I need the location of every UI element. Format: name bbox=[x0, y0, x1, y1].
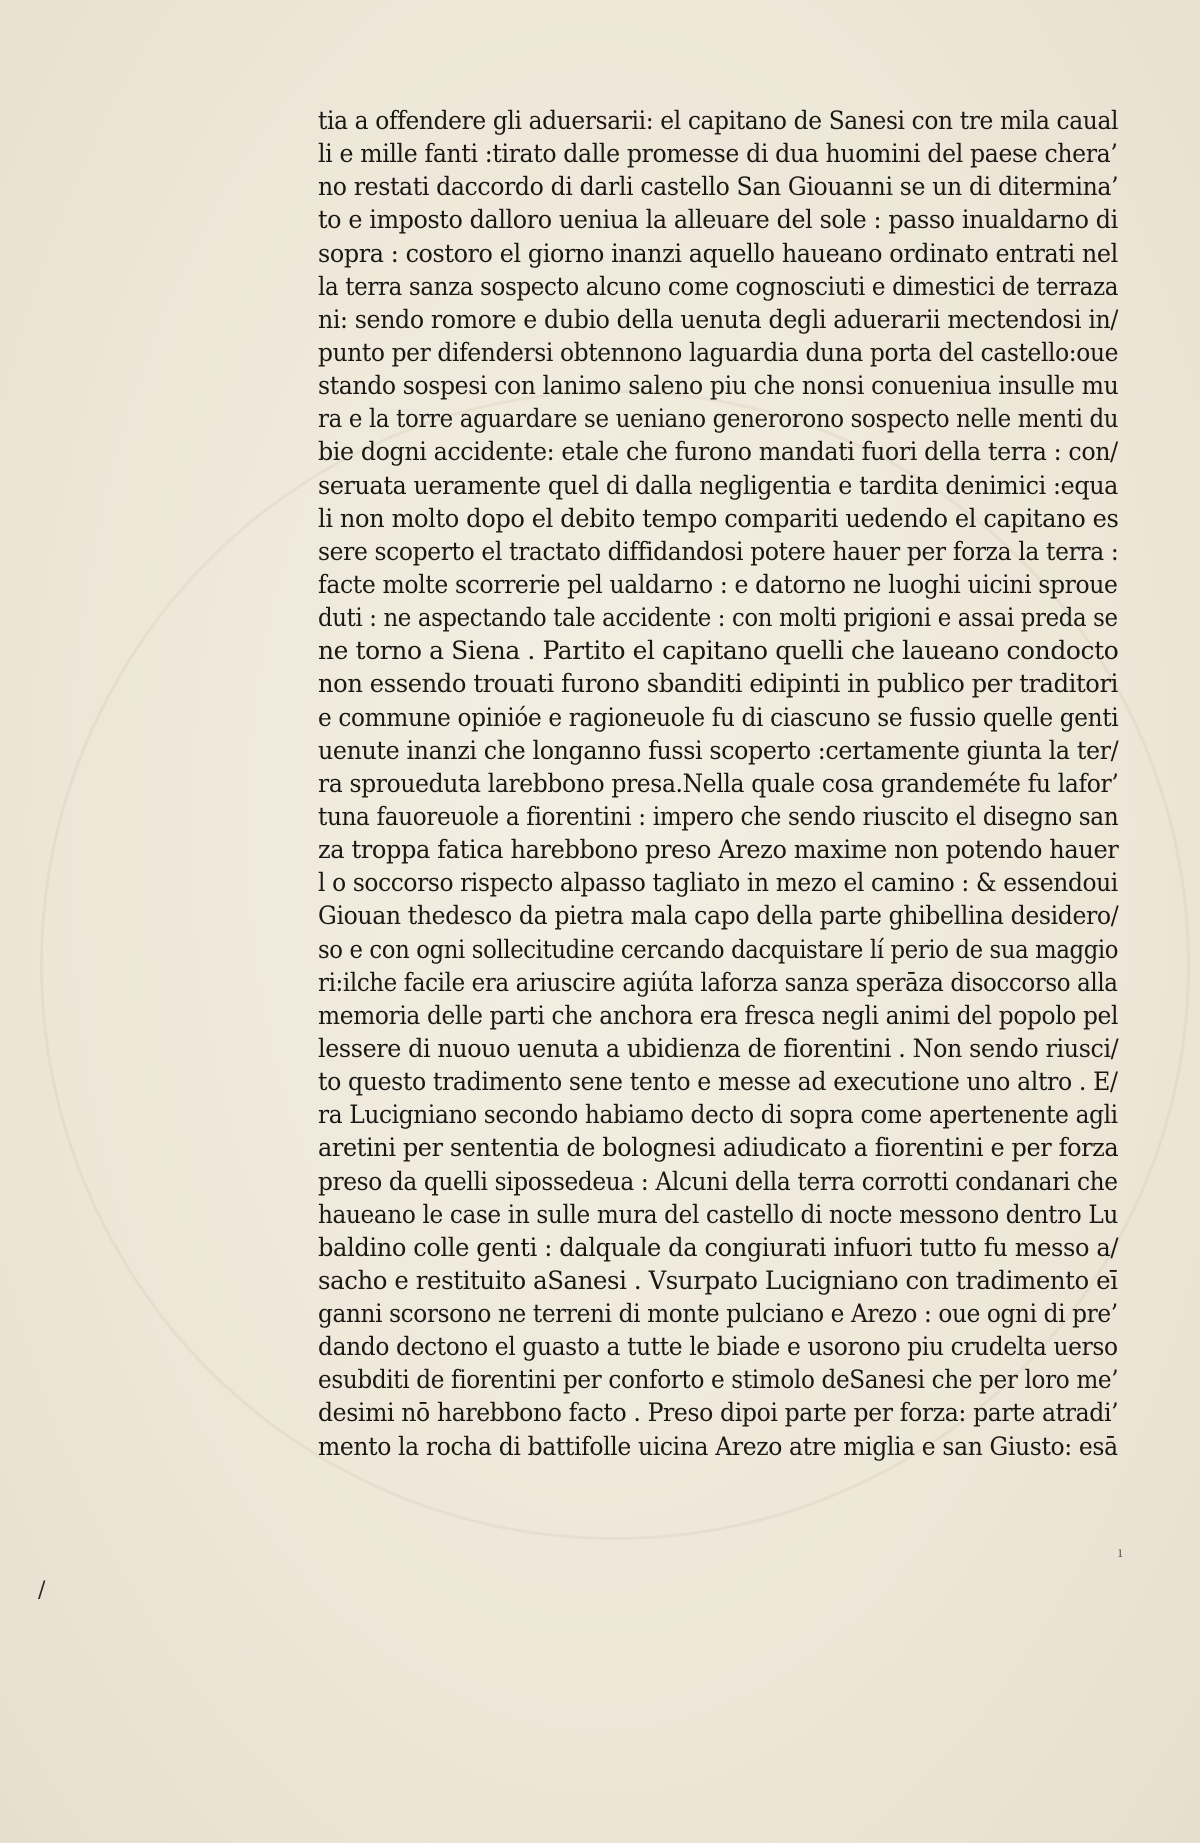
text-line: facte molte scorrerie pel ualdarno : e datorno ne luoghi uicini sproue bbox=[318, 569, 1118, 599]
text-line: desimi nō harebbono facto . Preso dipoi parte per forza: parte atradi’ bbox=[318, 1398, 1119, 1428]
text-line: l o soccorso rispecto alpasso tagliato in mezo el camino : & essendoui bbox=[318, 868, 1118, 898]
text-line: za troppa fatica harebbono preso Arezo maxime non potendo hauer bbox=[318, 835, 1119, 865]
text-line: tia a offendere gli aduersarii: el capitano de Sanesi con tre mila caual bbox=[318, 106, 1119, 135]
text-line: punto per difendersi obtennono laguardia duna porta del castello:oue bbox=[318, 337, 1119, 367]
text-line: ra e la torre aguardare se ueniano generorono sospecto nelle menti du bbox=[318, 404, 1119, 434]
text-line: sere scoperto el tractato diffidandosi potere hauer per forza la terra : bbox=[318, 536, 1119, 566]
text-line: li non molto dopo el debito tempo compariti uedendo el capitano es bbox=[318, 503, 1119, 533]
text-line: dando dectono el guasto a tutte le biade e usorono piu crudelta uerso bbox=[318, 1332, 1118, 1362]
stray-ink-mark: ı bbox=[1118, 1545, 1123, 1561]
text-line: esubditi de fiorentini per conforto e stimolo deSanesi che per loro me’ bbox=[318, 1365, 1119, 1395]
text-line: no restati daccordo di darli castello San Giouanni se un di ditermina’ bbox=[318, 172, 1119, 202]
text-line: sacho e restituito aSanesi . Vsurpato Lucigniano con tradimento eī bbox=[318, 1265, 1118, 1295]
text-line: so e con ogni sollecitudine cercando dacquistare lí perio de sua maggio bbox=[318, 934, 1119, 964]
text-line: baldino colle genti : dalquale da congiurati infuori tutto fu messo a/ bbox=[318, 1232, 1119, 1262]
text-line: Giouan thedesco da pietra mala capo della parte ghibellina desidero/ bbox=[318, 901, 1119, 931]
text-line: non essendo trouati furono sbanditi edipinti in publico per traditori bbox=[318, 669, 1118, 699]
text-line: bie dogni accidente: etale che furono mandati fuori della terra : con/ bbox=[318, 437, 1118, 467]
text-line: lessere di nuouo uenuta a ubidienza de fiorentini . Non sendo riusci/ bbox=[318, 1033, 1119, 1063]
text-line: ra Lucigniano secondo habiamo decto di sopra come apertenente agli bbox=[318, 1100, 1118, 1130]
text-line: sopra : costoro el giorno inanzi aquello haueano ordinato entrati nel bbox=[318, 238, 1118, 268]
text-line: preso da quelli sipossedeua : Alcuni della terra corrotti condanari che bbox=[318, 1166, 1118, 1196]
text-line: la terra sanza sospecto alcuno come cognosciuti e dimestici de terraza bbox=[318, 271, 1119, 301]
text-line: ni: sendo romore e dubio della uenuta degli aduerarii mectendosi in/ bbox=[318, 304, 1118, 334]
text-line: to questo tradimento sene tento e messe ad executione uno altro . E/ bbox=[318, 1067, 1118, 1097]
printed-text-block bbox=[318, 104, 1118, 1463]
text-line: ne torno a Siena . Partito el capitano quelli che laueano condocto bbox=[318, 636, 1119, 666]
text-line: mento la rocha di battifolle uicina Arezo atre miglia e san Giusto: esā bbox=[318, 1431, 1118, 1461]
text-line: li e mille fanti :tirato dalle promesse di dua huomini del paese chera’ bbox=[318, 139, 1118, 169]
text-line: duti : ne aspectando tale accidente : con molti prigioni e assai preda se bbox=[318, 603, 1118, 633]
stray-ink-mark: / bbox=[38, 1578, 46, 1603]
text-line: ganni scorsono ne terreni di monte pulciano e Arezo : oue ogni di pre’ bbox=[318, 1299, 1118, 1329]
text-line: seruata ueramente quel di dalla negligentia e tardita denimici :equa bbox=[318, 470, 1118, 500]
text-line: stando sospesi con lanimo saleno piu che nonsi conueniua insulle mu bbox=[318, 371, 1119, 401]
text-line: e commune opinióe e ragioneuole fu di ciascuno se fussio quelle genti bbox=[318, 702, 1119, 732]
text-line: uenute inanzi che longanno fussi scoperto :certamente giunta la ter/ bbox=[318, 735, 1119, 765]
text-line: ra sproueduta larebbono presa.Nella quale cosa grandeméte fu lafor’ bbox=[318, 768, 1119, 798]
text-line: ri:ilche facile era ariuscire agiúta laforza sanza sperāza disoccorso alla bbox=[318, 967, 1118, 997]
text-line: aretini per sententia de bolognesi adiudicato a fiorentini e per forza bbox=[318, 1133, 1119, 1163]
text-line: to e imposto dalloro ueniua la alleuare del sole : passo inualdarno di bbox=[318, 205, 1118, 235]
text-line: memoria delle parti che anchora era fresca negli animi del popolo pel bbox=[318, 1000, 1119, 1030]
text-line: haueano le case in sulle mura del castello di nocte messono dentro Lu bbox=[318, 1199, 1118, 1229]
text-line: tuna fauoreuole a fiorentini : impero che sendo riuscito el disegno san bbox=[318, 801, 1119, 831]
